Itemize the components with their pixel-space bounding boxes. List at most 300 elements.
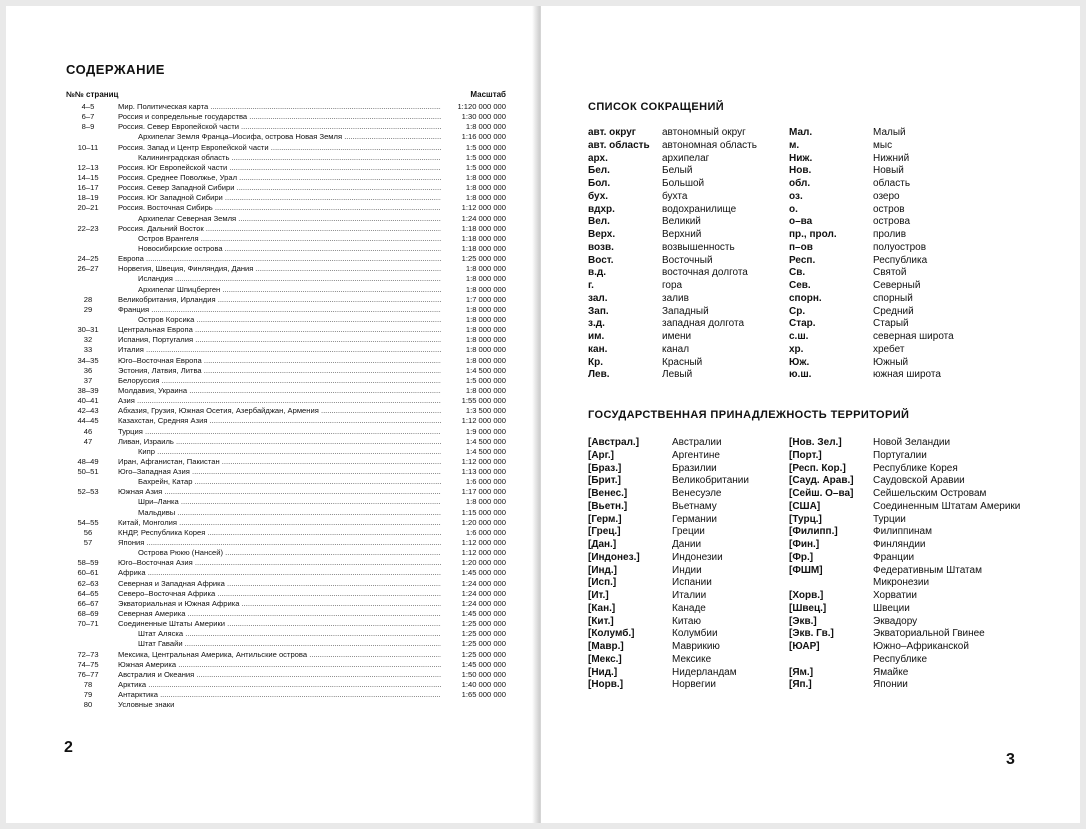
abbreviation-row <box>789 267 906 280</box>
toc-pages: 22–23 <box>77 223 99 233</box>
toc-name: Испания, Португалия ..... <box>118 335 441 345</box>
toc-row <box>66 274 506 284</box>
toc-scale: 1:8 000 000 <box>465 345 506 355</box>
toc-scale: 1:4 500 000 <box>465 446 506 456</box>
abbreviation-row <box>588 191 687 204</box>
abbreviation: п–ов <box>789 241 813 253</box>
abbreviation-row <box>588 280 682 293</box>
toc-name: Турция ..... <box>118 427 441 437</box>
toc-name: Африка ..... <box>118 568 441 578</box>
abbreviation-meaning: западная долгота <box>662 318 745 330</box>
territory-abbreviation: [Фр.] <box>789 551 814 563</box>
toc-name: Великобритания, Ирландия ..... <box>118 295 441 305</box>
toc-name: Юго–Восточная Азия ..... <box>118 558 441 568</box>
toc-name: Острова Рюкю (Нансей) ..... <box>138 548 441 558</box>
toc-row <box>66 285 506 295</box>
toc-pages: 40–41 <box>77 396 99 406</box>
toc-scale: 1:45 000 000 <box>461 659 506 669</box>
abbreviation-row <box>789 357 908 370</box>
abbreviation-meaning: мыс <box>873 139 893 151</box>
abbreviation-row <box>789 165 904 178</box>
territory-country: Микронезии <box>873 577 930 589</box>
territory-row <box>789 616 917 629</box>
abbreviation-meaning: восточная долгота <box>662 267 748 279</box>
right-page <box>541 6 1080 823</box>
toc-name: Калининградская область ..... <box>138 153 441 163</box>
toc-scale: 1:50 000 000 <box>461 669 506 679</box>
abbreviation-row <box>789 191 900 204</box>
toc-name: Исландия ..... <box>138 274 441 284</box>
territory-country: Китаю <box>672 615 701 627</box>
territory-country: Японии <box>873 679 908 691</box>
abbreviation-meaning: Республика <box>873 254 928 266</box>
territory-country: Норвегии <box>672 679 716 691</box>
toc-pages: 76–77 <box>77 669 99 679</box>
toc-pages: 54–55 <box>77 517 99 527</box>
toc-scale: 1:5 000 000 <box>465 152 506 162</box>
toc-scale: 1:3 500 000 <box>465 406 506 416</box>
territory-abbreviation: [ФШМ] <box>789 564 823 576</box>
territory-row <box>588 590 706 603</box>
territory-country: Саудовской Аравии <box>873 475 965 487</box>
abbreviation-row <box>789 293 913 306</box>
territory-row <box>588 654 711 667</box>
territory-abbreviation: [США] <box>789 500 821 512</box>
toc-scale: 1:25 000 000 <box>461 639 506 649</box>
territory-abbreviation: [Экв. Гв.] <box>789 628 834 640</box>
toc-pages: 56 <box>83 527 93 537</box>
toc-pages: 26–27 <box>77 264 99 274</box>
abbreviation-meaning: гора <box>662 280 683 291</box>
territory-abbreviation: [Герм.] <box>588 513 622 525</box>
toc-name: Россия. Запад и Центр Европейской части ..... <box>118 143 441 153</box>
toc-row <box>66 345 506 355</box>
territory-row <box>588 437 722 450</box>
toc-row <box>66 538 506 548</box>
territory-row <box>789 514 906 527</box>
abbreviation: Св. <box>789 267 806 279</box>
abbreviation-meaning: имени <box>662 331 692 342</box>
toc-row <box>66 183 506 193</box>
toc-pages: 58–59 <box>77 558 99 568</box>
toc-row <box>66 254 506 264</box>
abbreviation-row <box>789 140 892 153</box>
toc-name: Условные знаки <box>118 700 175 710</box>
abbreviation-meaning: залив <box>662 292 689 304</box>
toc-pages: 37 <box>83 375 93 385</box>
toc-scale: 1:30 000 000 <box>461 112 506 122</box>
toc-name: Россия. Юг Западной Сибири ..... <box>118 193 441 203</box>
toc-row <box>66 416 506 426</box>
territory-row <box>588 628 718 641</box>
abbreviation-row <box>588 216 701 229</box>
toc-pages: 74–75 <box>77 659 99 669</box>
toc-scale: 1:8 000 000 <box>465 335 506 345</box>
territory-abbreviation: [Брит.] <box>588 475 621 487</box>
territory-country: Испании <box>672 577 712 589</box>
abbreviation-row <box>789 318 909 331</box>
territory-abbreviation: [Турц.] <box>789 513 822 525</box>
toc-row <box>66 497 506 507</box>
abbreviation-meaning: Большой <box>662 178 705 189</box>
toc-name: Соединенные Штаты Америки ..... <box>118 619 441 629</box>
toc-scale: 1:40 000 000 <box>461 680 506 690</box>
abbreviation-meaning: полуостров <box>873 241 927 253</box>
abbreviation-meaning: Красный <box>662 356 703 368</box>
toc-row <box>66 224 506 234</box>
toc-scale: 1:24 000 000 <box>461 598 506 608</box>
territory-country: Австралии <box>672 437 722 448</box>
toc-row <box>66 122 506 132</box>
territory-abbreviation: [ЮАР] <box>789 641 820 652</box>
territory-row <box>588 641 720 654</box>
toc-name: Эстония, Латвия, Литва ..... <box>118 366 441 376</box>
toc-name: Абхазия, Грузия, Южная Осетия, Азербайджан, Армения ..... <box>118 406 441 416</box>
toc-row <box>66 437 506 447</box>
toc-scale: 1:45 000 000 <box>461 609 506 619</box>
abbreviation-row <box>588 255 713 268</box>
territory-country: Дании <box>672 539 702 550</box>
toc-row <box>66 568 506 578</box>
toc-pages: 8–9 <box>81 122 95 132</box>
territory-row <box>789 590 917 603</box>
toc-name: Молдавия, Украина ..... <box>118 386 441 396</box>
abbreviation: Стар. <box>789 318 816 330</box>
abbreviation-row <box>789 369 941 382</box>
territory-abbreviation: [Норв.] <box>588 679 624 691</box>
abbreviation: в.д. <box>588 267 607 279</box>
abbreviation-row <box>789 306 914 319</box>
toc-name: Россия. Восточная Сибирь ..... <box>118 203 441 213</box>
abbreviation-row <box>789 127 906 140</box>
toc-pages: 18–19 <box>77 193 99 203</box>
toc-name: Экваториальная и Южная Африка ..... <box>118 599 441 609</box>
abbreviation: Ниж. <box>789 152 813 164</box>
toc-pages: 42–43 <box>77 406 99 416</box>
abbreviation-meaning: хребет <box>873 343 905 355</box>
territory-abbreviation: [Сейш. О–ва] <box>789 488 854 499</box>
territory-country: Португалии <box>873 449 927 461</box>
toc-scale: 1:18 000 000 <box>461 243 506 253</box>
abbreviation: авт. округ <box>588 127 636 138</box>
territory-row <box>789 450 927 463</box>
toc-row <box>66 467 506 477</box>
toc-row <box>66 650 506 660</box>
toc-pages: 79 <box>83 690 93 700</box>
territory-abbreviation: [Ит.] <box>588 590 609 601</box>
territory-row <box>789 475 965 488</box>
toc-row <box>66 214 506 224</box>
toc-row <box>66 295 506 305</box>
page-title: СОДЕРЖАНИЕ <box>66 62 165 77</box>
toc-row <box>66 680 506 690</box>
territory-abbreviation: [Ям.] <box>789 666 814 678</box>
abbreviation-row <box>789 178 910 191</box>
abbreviation: г. <box>588 280 594 291</box>
territory-country: Федеративным Штатам <box>873 564 982 576</box>
abbreviation: зал. <box>588 292 608 304</box>
toc-pages: 10–11 <box>77 142 99 152</box>
territory-row <box>588 463 717 476</box>
territory-row <box>588 679 716 692</box>
toc-row <box>66 112 506 122</box>
toc-scale: 1:24 000 000 <box>461 213 506 223</box>
abbreviation: Нов. <box>789 165 812 177</box>
toc-scale: 1:5 000 000 <box>465 162 506 172</box>
toc-pages: 62–63 <box>77 578 99 588</box>
toc-name: Архипелаг Северная Земля ..... <box>138 214 441 224</box>
toc-pages: 47 <box>83 436 93 446</box>
abbreviation-row <box>588 318 744 331</box>
territory-row <box>588 616 701 629</box>
territory-row <box>789 577 929 590</box>
toc-pages: 33 <box>83 345 93 355</box>
territory-country: Ямайке <box>873 666 909 678</box>
toc-name: Россия. Юг Европейской части ..... <box>118 163 441 173</box>
page-number: 3 <box>1006 751 1015 768</box>
toc-pages: 78 <box>83 680 93 690</box>
abbreviation-meaning: Восточный <box>662 254 713 266</box>
territory-abbreviation: [Инд.] <box>588 564 618 576</box>
abbreviation-meaning: Святой <box>873 267 907 279</box>
territory-country: Германии <box>672 513 717 525</box>
territory-row <box>789 679 908 692</box>
abbreviation-meaning: архипелаг <box>662 152 710 164</box>
abbreviation: с.ш. <box>789 331 809 342</box>
abbreviation-row <box>588 242 735 255</box>
abbreviation-row <box>588 369 692 382</box>
toc-pages: 30–31 <box>77 325 99 335</box>
toc-row <box>66 153 506 163</box>
toc-pages: 64–65 <box>77 588 99 598</box>
abbreviation: о–ва <box>789 216 813 228</box>
abbreviation: хр. <box>789 343 804 355</box>
toc-scale: 1:8 000 000 <box>465 284 506 294</box>
territory-row <box>588 667 737 680</box>
territory-abbreviation: [Сауд. Арав.] <box>789 475 854 487</box>
toc-scale: 1:8 000 000 <box>465 193 506 203</box>
toc-row <box>66 366 506 376</box>
toc-scale: 1:8 000 000 <box>465 355 506 365</box>
toc-row <box>66 609 506 619</box>
toc-scale: 1:8 000 000 <box>465 274 506 284</box>
toc-row <box>66 589 506 599</box>
toc-name: Италия ..... <box>118 345 441 355</box>
toc-name: КНДР, Республика Корея ..... <box>118 528 441 538</box>
toc-pages: 60–61 <box>77 568 99 578</box>
toc-row <box>66 143 506 153</box>
abbreviation-meaning: возвышенность <box>662 241 735 253</box>
territory-row <box>789 539 926 552</box>
abbreviation-meaning: Западный <box>662 305 709 317</box>
abbreviation-row <box>789 255 927 268</box>
abbreviation: о. <box>789 203 798 215</box>
toc-row <box>66 508 506 518</box>
territory-abbreviation: [Кан.] <box>588 602 616 614</box>
toc-row <box>66 599 506 609</box>
toc-scale: 1:20 000 000 <box>461 558 506 568</box>
toc-row <box>66 518 506 528</box>
toc-row <box>66 132 506 142</box>
abbreviation-meaning: Нижний <box>873 152 910 164</box>
toc-name: Россия. Север Западной Сибири ..... <box>118 183 441 193</box>
territory-abbreviation: [Мавр.] <box>588 641 624 652</box>
territory-row <box>789 628 985 641</box>
territory-abbreviation: [Порт.] <box>789 449 822 461</box>
abbreviation: кан. <box>588 343 608 355</box>
abbreviation-meaning: озеро <box>873 190 900 202</box>
toc-pages: 14–15 <box>77 172 99 182</box>
territory-row <box>588 450 720 463</box>
toc-row <box>66 203 506 213</box>
territory-country: Греции <box>672 526 705 538</box>
abbreviation: авт. область <box>588 139 650 151</box>
toc-row <box>66 639 506 649</box>
toc-name: Юго–Западная Азия ..... <box>118 467 441 477</box>
territory-row <box>789 463 958 476</box>
territory-row <box>789 641 969 654</box>
toc-scale: 1:8 000 000 <box>465 304 506 314</box>
toc-scale: 1:5 000 000 <box>465 375 506 385</box>
toc-row <box>66 700 506 710</box>
abbreviation-meaning: автономный округ <box>662 127 746 138</box>
toc-name: Южная Америка ..... <box>118 660 441 670</box>
toc-scale: 1:15 000 000 <box>461 507 506 517</box>
toc-pages: 72–73 <box>77 649 99 659</box>
abbreviation: возв. <box>588 241 614 253</box>
abbreviation: Респ. <box>789 254 816 266</box>
toc-scale: 1:8 000 000 <box>465 264 506 274</box>
toc-scale: 1:8 000 000 <box>465 325 506 335</box>
abbreviation-meaning: бухта <box>662 190 688 202</box>
toc-name: Остров Врангеля ..... <box>138 234 441 244</box>
abbreviation: бух. <box>588 190 609 202</box>
territory-row <box>588 526 705 539</box>
toc-scale: 1:8 000 000 <box>465 172 506 182</box>
territory-row <box>588 501 717 514</box>
territory-abbreviation: [Экв.] <box>789 615 817 627</box>
abbreviation-meaning: Северный <box>873 280 921 291</box>
territory-country: Великобритании <box>672 475 749 487</box>
toc-row <box>66 315 506 325</box>
abbreviation: Кр. <box>588 356 603 368</box>
toc-row <box>66 234 506 244</box>
abbreviation-row <box>789 331 954 344</box>
abbreviation-meaning: острова <box>873 216 911 228</box>
territory-abbreviation: [Респ. Кор.] <box>789 462 846 474</box>
toc-pages: 16–17 <box>77 183 99 193</box>
toc-name: Арктика ..... <box>118 680 441 690</box>
abbreviation-meaning: пролив <box>873 229 907 240</box>
toc-name: Центральная Европа ..... <box>118 325 441 335</box>
toc-name: Франция ..... <box>118 305 441 315</box>
territory-country: Соединенным Штатам Америки <box>873 500 1021 512</box>
column-header-scale: Масштаб <box>470 90 506 99</box>
abbreviation: Бол. <box>588 178 611 189</box>
toc-row <box>66 396 506 406</box>
abbreviation: пр., прол. <box>789 229 837 240</box>
abbreviation-meaning: Новый <box>873 165 904 177</box>
toc-scale: 1:7 000 000 <box>465 294 506 304</box>
toc-row <box>66 376 506 386</box>
territory-country: Венесуэле <box>672 488 722 499</box>
toc-name: Остров Корсика ..... <box>138 315 441 325</box>
territory-row <box>588 577 712 590</box>
territory-abbreviation: [Грец.] <box>588 526 621 538</box>
abbreviation: Ср. <box>789 305 806 317</box>
territory-abbreviation: [Филипп.] <box>789 526 838 538</box>
territory-abbreviation: [Нид.] <box>588 666 618 678</box>
toc-scale: 1:45 000 000 <box>461 568 506 578</box>
toc-row <box>66 173 506 183</box>
territories-title: ГОСУДАРСТВЕННАЯ ПРИНАДЛЕЖНОСТЬ ТЕРРИТОРИЙ <box>588 409 910 421</box>
abbreviation-row <box>588 204 736 217</box>
toc-row <box>66 102 506 112</box>
toc-name: Россия. Север Европейской части ..... <box>118 122 441 132</box>
toc-scale: 1:12 000 000 <box>461 548 506 558</box>
toc-name: Новосибирские острова ..... <box>138 244 441 254</box>
territory-row <box>789 552 914 565</box>
toc-name: Иран, Афганистан, Пакистан ..... <box>118 457 441 467</box>
territory-country: Индонезии <box>672 551 723 563</box>
abbreviation-row <box>789 204 905 217</box>
territory-row <box>588 488 721 501</box>
territory-country: Италии <box>672 590 707 601</box>
toc-name: Китай, Монголия ..... <box>118 518 441 528</box>
toc-name: Архипелаг Шпицберген ..... <box>138 285 441 295</box>
territory-country: Нидерландам <box>672 666 737 678</box>
territory-abbreviation: [Австрал.] <box>588 437 640 448</box>
toc-scale: 1:18 000 000 <box>461 233 506 243</box>
toc-row <box>66 619 506 629</box>
abbreviations-title: СПИСОК СОКРАЩЕНИЙ <box>588 101 725 113</box>
toc-scale: 1:13 000 000 <box>461 467 506 477</box>
column-header-pages: №№ страниц <box>66 90 119 99</box>
territory-country: Республике Корея <box>873 462 958 474</box>
toc-row <box>66 386 506 396</box>
territory-row <box>789 603 910 616</box>
toc-name: Антарктика ..... <box>118 690 441 700</box>
territory-country: Мексике <box>672 653 712 665</box>
territory-country: Сейшельским Островам <box>873 488 987 499</box>
toc-name: Австралия и Океания ..... <box>118 670 441 680</box>
territory-abbreviation: [Венес.] <box>588 488 628 499</box>
toc-name: Азия ..... <box>118 396 441 406</box>
abbreviation-row <box>588 331 691 344</box>
toc-name: Архипелаг Земля Франца–Иосифа, острова Новая Земля ..... <box>138 132 441 142</box>
abbreviation-meaning: водохранилище <box>662 203 737 215</box>
toc-scale: 1:12 000 000 <box>461 203 506 213</box>
territory-abbreviation: [Колумб.] <box>588 628 635 640</box>
abbreviation-row <box>588 344 689 357</box>
territory-abbreviation: [Браз.] <box>588 462 622 474</box>
abbreviation-row <box>789 153 909 166</box>
toc-scale: 1:8 000 000 <box>465 314 506 324</box>
toc-name: Европа ..... <box>118 254 441 264</box>
toc-scale: 1:6 000 000 <box>465 527 506 537</box>
toc-scale: 1:65 000 000 <box>461 690 506 700</box>
territory-abbreviation: [Мекс.] <box>588 653 622 665</box>
abbreviation-meaning: остров <box>873 203 905 215</box>
territory-abbreviation: [Дан.] <box>588 539 617 550</box>
territory-country: Колумбии <box>672 628 718 640</box>
abbreviation: обл. <box>789 178 811 189</box>
territory-row <box>789 501 1020 514</box>
toc-row <box>66 264 506 274</box>
abbreviation-row <box>789 344 904 357</box>
territory-country: Республике <box>873 653 928 665</box>
abbreviation-row <box>588 293 689 306</box>
